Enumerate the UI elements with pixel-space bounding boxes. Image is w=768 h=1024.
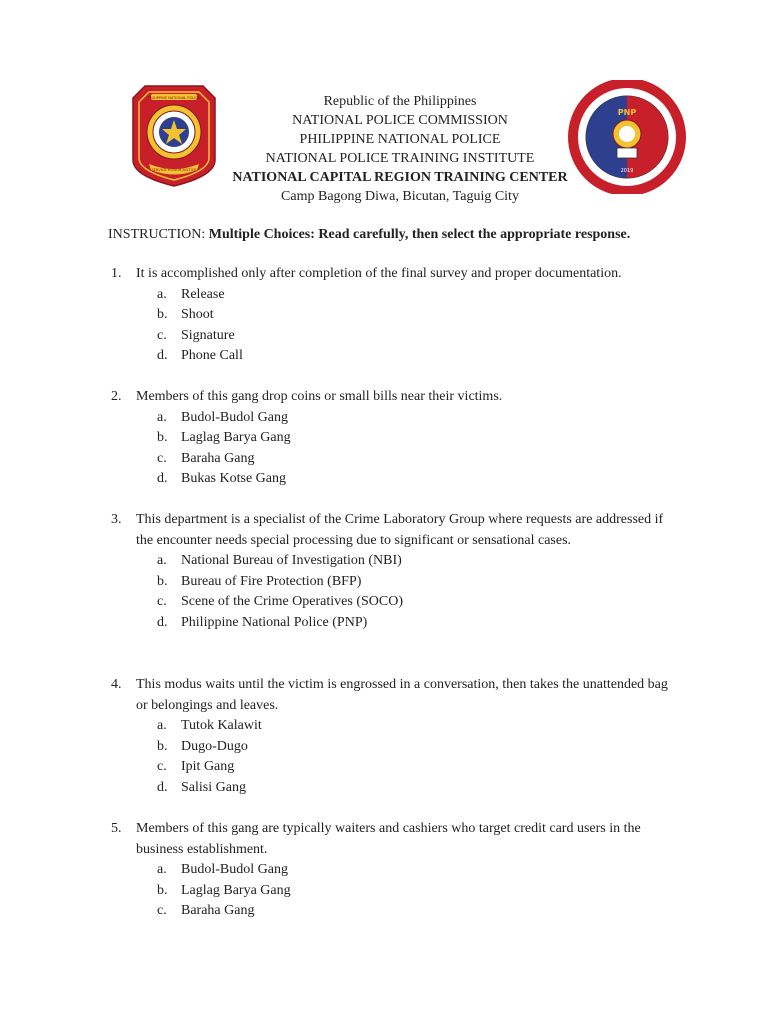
header-center-name: NATIONAL CAPITAL REGION TRAINING CENTER [232,170,568,185]
choice-letter: a. [157,862,167,877]
question-2 [111,387,671,490]
choice-text: Salisi Gang [181,779,246,795]
choice-text: Bureau of Fire Protection (BFP) [181,573,362,589]
choice-item [111,469,671,490]
choice-item [111,716,671,737]
choice-text: Release [181,286,225,302]
question-text: Members of this gang drop coins or small bills near their victims. [136,389,503,404]
instruction-label: INSTRUCTION: [108,227,209,242]
choice-letter: b. [157,882,168,898]
choice-letter: c. [157,759,167,774]
choice-letter: d. [157,348,168,363]
choice-letter: c. [157,594,167,609]
choice-letter: b. [157,738,168,754]
svg-text:PHILIPPINE NATIONAL POLICE: PHILIPPINE NATIONAL POLICE [147,96,201,100]
choice-item [111,346,671,367]
choice-item [111,285,671,306]
question-5 [111,819,671,922]
choice-text: Bukas Kotse Gang [181,471,286,486]
question-text: This department is a specialist of the Crime Laboratory Group where requests are addressed if the encounter needs special processing due to significant or sensational cases. [136,512,664,548]
choice-letter: a. [157,553,167,568]
pnp-badge-label: PNP [617,108,637,117]
question-number: 5. [111,821,122,836]
choice-text: Budol-Budol Gang [181,862,288,877]
choice-letter: b. [157,430,168,445]
seal-year: 2019 [620,168,634,174]
choice-letter: a. [157,286,167,302]
choice-letter: c. [157,327,167,343]
instruction [108,225,630,244]
choice-item [111,881,671,902]
header-line: PHILIPPINE NATIONAL POLICE [299,132,501,147]
choice-text: Shoot [181,307,214,322]
choice-item [111,592,671,613]
choice-text: Baraha Gang [181,903,255,918]
question-number: 2. [111,389,122,404]
choice-item [111,551,671,572]
choice-letter: a. [157,409,167,425]
choice-letter: c. [157,903,167,918]
choice-item [111,778,671,799]
choice-text: Ipit Gang [181,759,235,774]
choice-text: Phone Call [181,348,243,363]
svg-text:SERVICE HONOR JUSTICE: SERVICE HONOR JUSTICE [151,168,197,172]
question-text: It is accomplished only after completion of the final survey and proper documentation. [136,266,622,281]
choice-text: Tutok Kalawit [181,718,262,733]
choice-item [111,428,671,449]
choice-letter: b. [157,573,168,589]
choice-text: Scene of the Crime Operatives (SOCO) [181,594,403,609]
choice-item [111,572,671,593]
choice-letter: d. [157,779,168,795]
header-address: Camp Bagong Diwa, Bicutan, Taguig City [281,189,519,204]
choice-item [111,305,671,326]
choice-text: Philippine National Police (PNP) [181,614,368,630]
choice-text: Baraha Gang [181,450,255,466]
question-number: 4. [111,677,122,692]
choice-letter: a. [157,718,167,733]
header-line: Republic of the Philippines [323,94,477,109]
question-number: 3. [111,512,122,527]
choice-text: Signature [181,327,235,343]
choice-item [111,737,671,758]
choice-letter: c. [157,450,167,466]
question-text: This modus waits until the victim is engrossed in a conversation, then takes the unattended bag or belongings and leaves. [136,677,668,713]
choice-text: Dugo-Dugo [181,738,248,754]
choice-text: Budol-Budol Gang [181,409,288,425]
choice-item [111,408,671,429]
choice-letter: d. [157,471,168,486]
choice-text: Laglag Barya Gang [181,882,291,898]
choice-text: Laglag Barya Gang [181,430,291,445]
choice-text: National Bureau of Investigation (NBI) [181,553,402,568]
choice-item [111,449,671,470]
question-1 [111,264,671,367]
instruction-text: Multiple Choices: Read carefully, then select the appropriate response. [208,227,631,242]
header-line: NATIONAL POLICE TRAINING INSTITUTE [265,151,535,166]
choice-item [111,901,671,922]
document-header [200,92,600,206]
choice-item [111,757,671,778]
choice-item [111,326,671,347]
question-text: Members of this gang are typically waiters and cashiers who target credit card users in the business establishment. [136,821,641,857]
choice-letter: d. [157,614,168,630]
choice-letter: b. [157,307,168,322]
choice-item [111,860,671,881]
choice-item [111,613,671,634]
header-line: NATIONAL POLICE COMMISSION [292,113,508,128]
question-3 [111,510,671,633]
question-number: 1. [111,266,122,281]
question-4 [111,675,671,798]
